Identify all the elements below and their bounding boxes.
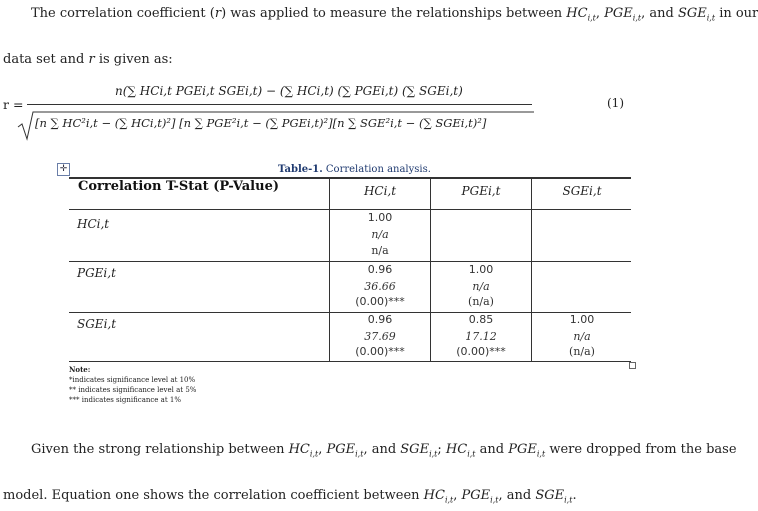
note-line: ** indicates significance level at 5% (69, 386, 197, 394)
var-sge: $SGE_{i,t}$ (535, 488, 573, 505)
text: model. Equation one shows the correlation coefficient between (3, 488, 424, 503)
table-move-handle[interactable]: ✛ (57, 163, 70, 176)
cell-sge-sge-pvalue: (n/a) (569, 345, 595, 358)
var-r: r (214, 6, 222, 21)
table-caption: Table-1. Correlation analysis. (278, 164, 431, 175)
cell-sge-hc-pvalue: (0.00)*** (355, 345, 405, 358)
intro-line-2 (3, 52, 173, 67)
var-pge: $PGE_{i,t}$ (604, 6, 642, 23)
cell-pge-hc-pvalue: (0.00)*** (355, 295, 405, 308)
note-line: *** indicates significance at 1% (69, 396, 181, 404)
var-pge: $PGE_{i,t}$ (461, 488, 499, 505)
row-label-sge: SGEi,t (77, 317, 117, 331)
fraction-line (27, 104, 532, 105)
cell-hc-hc-tstat: n/a (371, 228, 389, 241)
var-r: r (88, 52, 95, 67)
equation-numerator: n(∑ HCi,t PGEi,t SGEi,t) − (∑ HCi,t) (∑ PGEi,t) (∑ SGEi,t) (115, 84, 463, 98)
var-hc: $HC_{i,t}$ (566, 6, 596, 23)
cell-sge-pge-pvalue: (0.00)*** (456, 345, 506, 358)
table-bottom-rule (69, 361, 631, 362)
text: , and (363, 442, 401, 457)
text: , (453, 488, 462, 503)
cell-hc-hc-pvalue: n/a (371, 244, 389, 257)
cell-sge-pge-tstat: 17.12 (465, 330, 497, 343)
intro-line-1 (31, 6, 758, 23)
cell-pge-pge-corr: 1.00 (468, 263, 494, 276)
text: and (475, 442, 509, 457)
text: were dropped from the base (545, 442, 737, 457)
conclusion-line-2 (3, 488, 577, 505)
cell-sge-hc-tstat: 37.69 (364, 330, 396, 343)
text: , and (641, 6, 678, 21)
cell-pge-pge-tstat: n/a (472, 280, 490, 293)
text: is given as: (94, 52, 173, 67)
text: , and (498, 488, 536, 503)
table-notes (69, 365, 196, 405)
text: data set and (3, 52, 89, 67)
row-label-pge: PGEi,t (77, 266, 116, 280)
notes-title: Note: (69, 365, 91, 374)
text: Given the strong relationship between (31, 442, 289, 457)
var-sge: $SGE_{i,t}$ (400, 442, 438, 459)
text: The correlation coefficient ( (31, 6, 215, 21)
text: ) was applied to measure the relationships between (221, 6, 567, 21)
equation-number: (1) (607, 96, 624, 110)
text: . (572, 488, 577, 503)
var-pge: $PGE_{i,t}$ (508, 442, 546, 459)
note-line: *indicates significance level at 10% (69, 376, 196, 384)
cell-sge-pge-corr: 0.85 (468, 313, 494, 326)
cell-pge-hc-corr: 0.96 (367, 263, 393, 276)
cell-hc-hc-corr: 1.00 (367, 211, 393, 224)
var-hc: $HC_{i,t}$ (423, 488, 454, 505)
text: ; (437, 442, 446, 457)
var-hc: $HC_{i,t}$ (288, 442, 319, 459)
cell-pge-pge-pvalue: (n/a) (468, 295, 494, 308)
table-row-rule (69, 261, 631, 262)
equation-denominator: [n ∑ HC²i,t − (∑ HCi,t)²] [n ∑ PGE²i,t − (∑ PGEi,t)²][n ∑ SGE²i,t − (∑ SGEi,t)²] (35, 116, 487, 130)
cell-sge-sge-corr: 1.00 (569, 313, 595, 326)
column-header-hc: HCi,t (363, 184, 397, 198)
var-hc: $HC_{i,t}$ (445, 442, 476, 459)
cell-sge-sge-tstat: n/a (573, 330, 591, 343)
table-header-title: Correlation T-Stat (P-Value) (78, 179, 279, 194)
text: , (595, 6, 605, 21)
row-label-hc: HCi,t (77, 217, 110, 231)
cell-sge-hc-corr: 0.96 (367, 313, 393, 326)
text: , (318, 442, 327, 457)
column-header-sge: SGEi,t (562, 184, 602, 198)
table-resize-handle[interactable] (629, 362, 636, 369)
var-sge: $SGE_{i,t}$ (677, 6, 716, 23)
table-header-rule (69, 209, 631, 210)
equation-lhs: r = (3, 97, 24, 112)
column-header-pge: PGEi,t (461, 184, 501, 198)
var-pge: $PGE_{i,t}$ (326, 442, 364, 459)
cell-pge-hc-tstat: 36.66 (364, 280, 396, 293)
text: in our (715, 6, 758, 21)
conclusion-line-1 (31, 442, 737, 459)
